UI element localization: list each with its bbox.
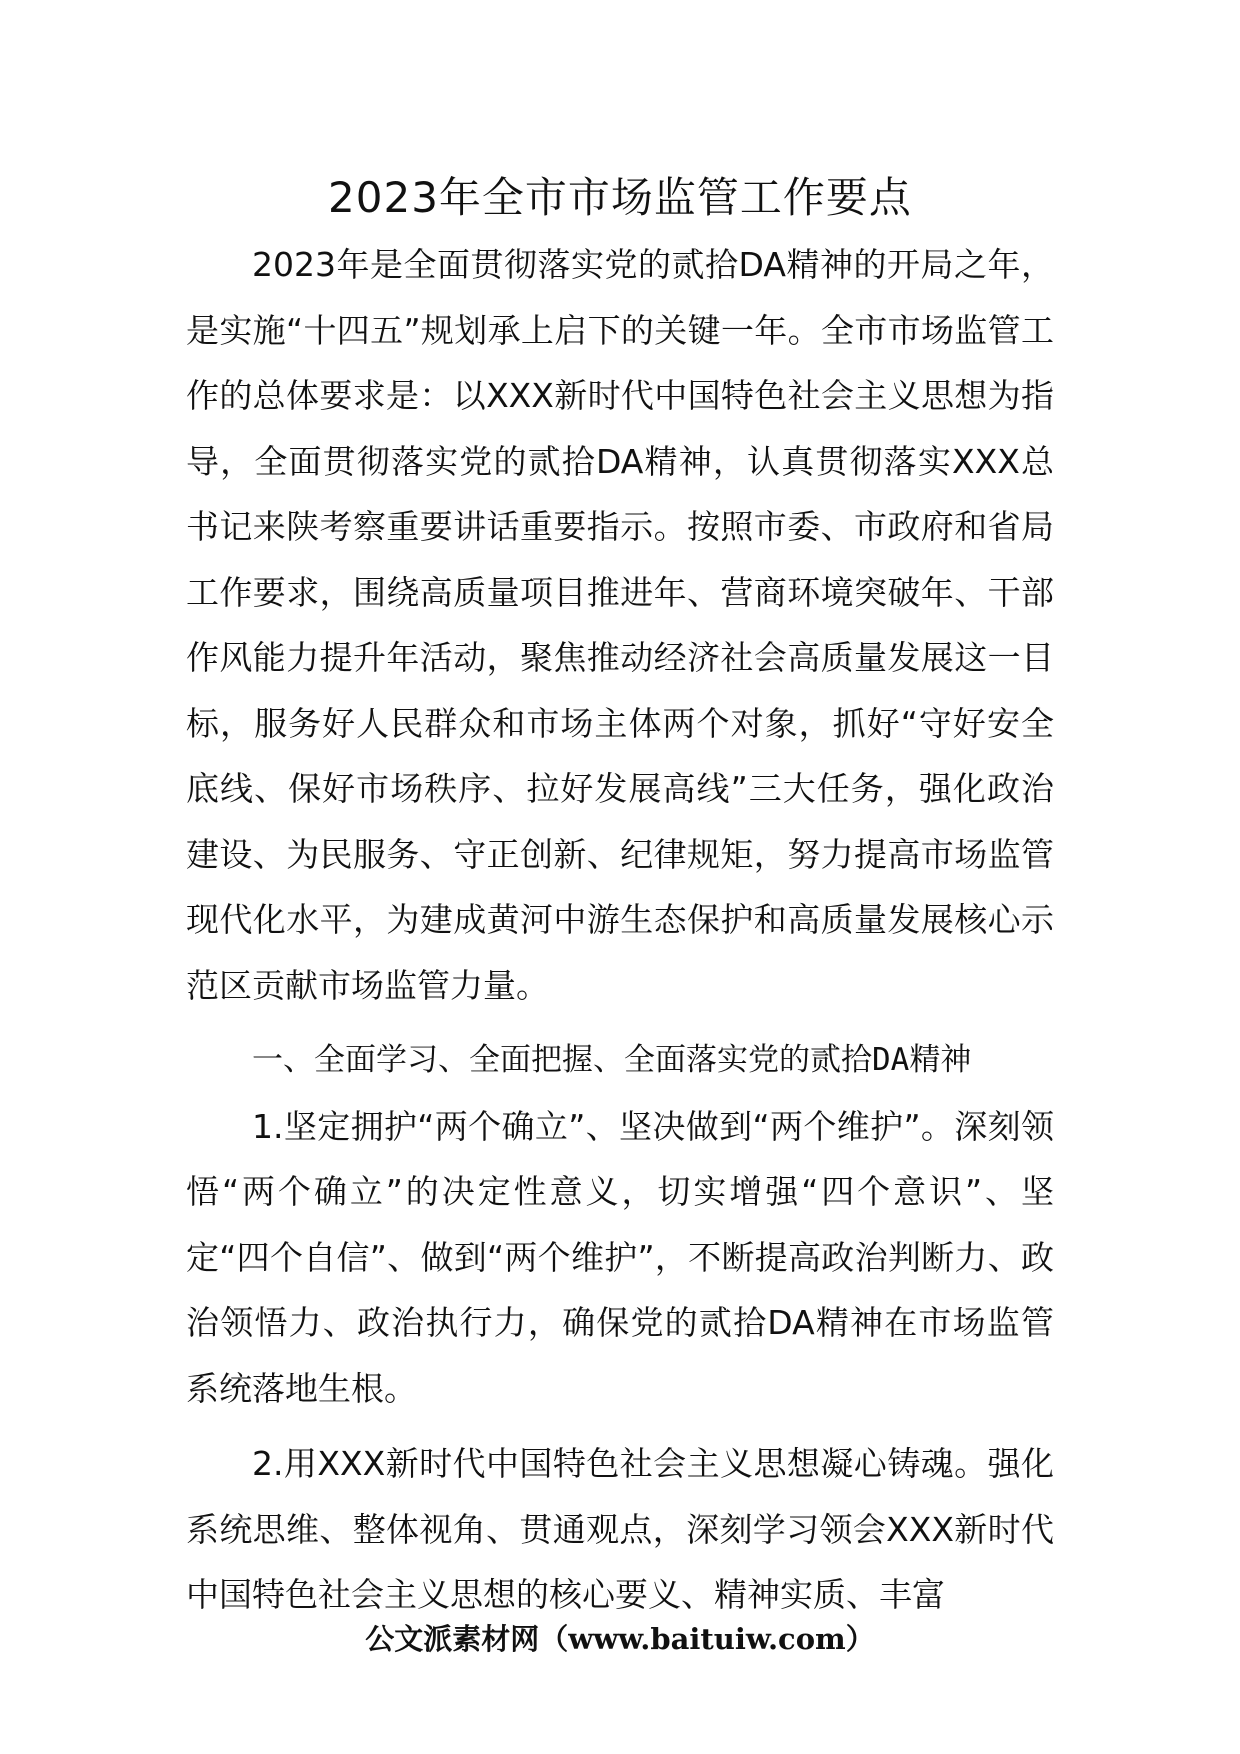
intro-paragraph: 2023年是全面贯彻落实党的贰拾DA精神的开局之年，是实施“十四五”规划承上启下的关键一年。全市市场监管工作的总体要求是：以XXX新时代中国特色社会主义思想为指导，全面贯彻落实党的贰拾DA精神，认真贯彻落实XXX总书记来陕考察重要讲话重要指示。按照市委、市政府和省局工作要求，围绕高质量项目推进年、营商环境突破年、干部作风能力提升年活动，聚焦推动经济社会高质量发展这一目标，服务好人民群众和市场主体两个对象，抓好“守好安全底线、保好市场秩序、拉好发展高线”三大任务，强化政治建设、为民服务、守正创新、纪律规矩，努力提高市场监管现代化水平，为建成黄河中游生态保护和高质量发展核心示范区贡献市场监管力量。 <box>186 245 1054 1005</box>
item-paragraph-1: 1.坚定拥护“两个确立”、坚决做到“两个维护”。深刻领悟“两个确立”的决定性意义，切实增强“四个意识”、坚定“四个自信”、做到“两个维护”，不断提高政治判断力、政治领悟力、政治执行力，确保党的贰拾DA精神在市场监管系统落地生根。 <box>186 1106 1054 1408</box>
section-heading-1: 一、全面学习、全面把握、全面落实党的贰拾DA精神 <box>252 1042 972 1078</box>
document-body <box>186 232 1054 1628</box>
footer-watermark: 公文派素材网（www.baituiw.com） <box>365 1622 875 1656</box>
item-paragraph-2: 2.用XXX新时代中国特色社会主义思想凝心铸魂。强化系统思维、整体视角、贯通观点，深刻学习领会XXX新时代中国特色社会主义思想的核心要义、精神实质、丰富 <box>186 1444 1054 1614</box>
document-title: 2023年全市市场监管工作要点 <box>328 173 912 222</box>
